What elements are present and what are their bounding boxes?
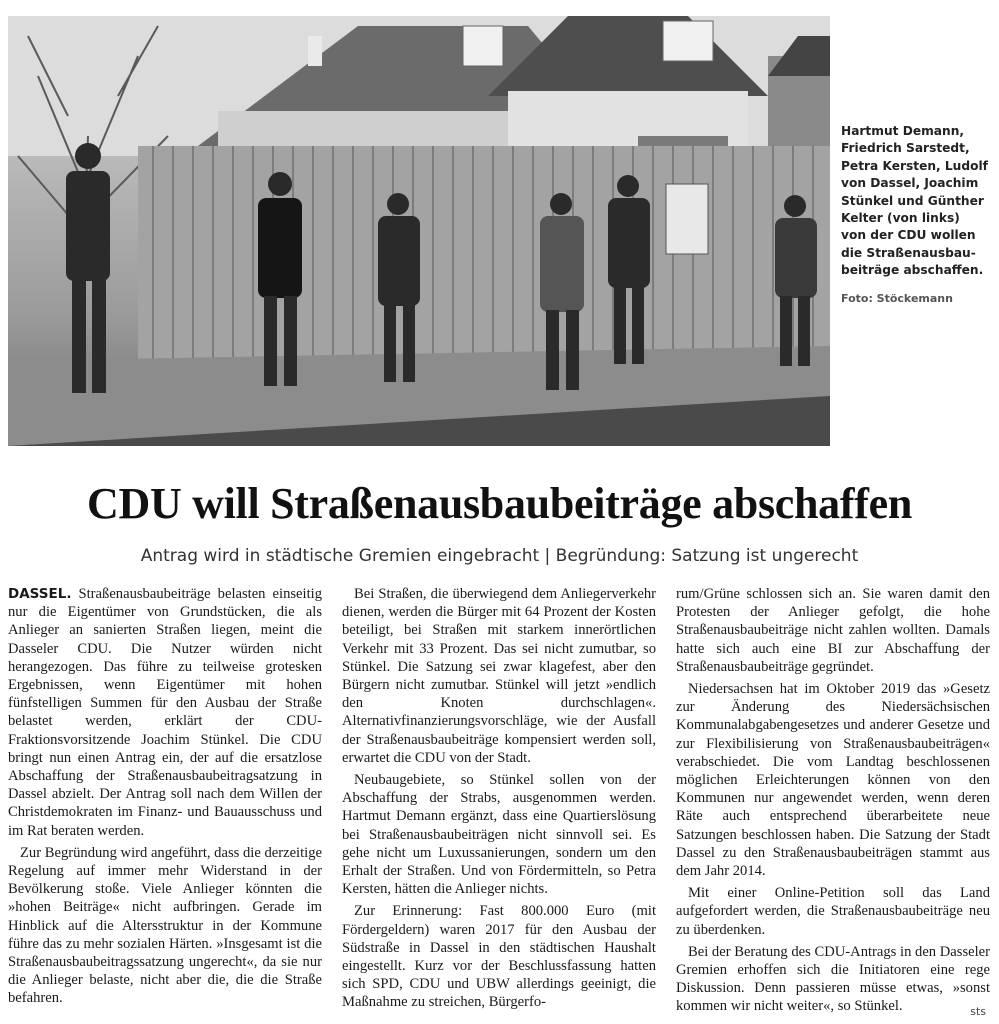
paragraph: [8, 585, 322, 840]
photo-illustration: [8, 16, 830, 446]
paragraph: Niedersachsen hat im Oktober 2019 das »Gesetz zur Änderung des Niedersächsischen Kommunalabgabengesetzes und anderer Gesetze und zur Flexibilisierung von Straßenausbaubeiträgen« verabschiedet. Die vom Landtag beschlossenen möglichen Erleichterungen können von den Kommunen nur angewendet werden, wenn deren Räte auch entsprechend überarbeitete neue Satzungen beschlossen haben. Die Satzung der Stadt Dassel zu den Straßenausbaubeiträgen stammt aus dem Jahr 2014.: [676, 681, 990, 880]
article-column-1: [8, 585, 322, 1008]
caption-text: Hartmut Demann, Friedrich Sarstedt, Petra Kersten, Ludolf von Dassel, Joachim Stünkel und Günther Kelter (von links) von der CDU wollen die Straßenausbau- beiträge abschaffen.: [841, 124, 988, 278]
paragraph: Zur Begründung wird angeführt, dass die derzeitige Regelung auf immer mehr Widerstand in der Bevölkerung stoße. Viele Anlieger könnten die »hohen Beiträge« nicht aufbringen. Gerade im Hinblick auf die Altersstruktur in der Kommune führe das zu mehr sozialen Härten. »Insgesamt ist die Straßenausbaubeitragssatzung ungerecht«, da sie nur die Anlieger belaste, nicht aber die, die die Straße befahren.: [8, 844, 322, 1007]
paragraph: Zur Erinnerung: Fast 800.000 Euro (mit Fördergeldern) waren 2017 für den Ausbau der Südstraße in Dassel in den städtischen Haushalt eingestellt. Kurz vor der Beschlussfassung hatten sich SPD, CDU und UBW allerdings geeinigt, die Maßnahme zu streichen, Bürgerfo-: [342, 903, 656, 1011]
article-column-3: [676, 585, 990, 1016]
author-signature: sts: [970, 1005, 986, 1018]
subheadline: Antrag wird in städtische Gremien eingebracht | Begründung: Satzung ist ungerecht: [140, 546, 859, 566]
photo-credit: Foto: Stöckemann: [841, 291, 953, 305]
paragraph: rum/Grüne schlossen sich an. Sie waren damit den Protesten der Anlieger gefolgt, die hohe Straßenausbaubeiträge nicht zahlen wollten. Damals hatte sich auch eine BI zur Abschaffung der Straßenausbaubeiträge gegründet.: [676, 586, 990, 675]
article-column-2: [342, 585, 656, 1012]
paragraph: Mit einer Online-Petition soll das Land aufgefordert werden, die Straßenausbaubeiträge neu zu überdenken.: [676, 885, 990, 938]
paragraph: Bei der Beratung des CDU-Antrags in den Dasseler Gremien erhoffen sich die Initiatoren eine rege Diskussion. Denn passieren müsse etwas, »sonst kommen wir nicht weiter«, so Stünkel.: [676, 943, 990, 1015]
paragraph-text: Straßenausbaubeiträge belasten einseitig nur die Eigentümer von Grundstücken, die als Anlieger an sanierten Straßen liegen, meint die Dasseler CDU. Die Nutzer würden nicht herangezogen. Das führe zu teilweise grotesken Ergebnissen, wenn Eigentümer mit hohen fünfstelligen Summen für den Ausbau der Straße belastet werden, erklärt der CDU-Fraktionsvorsitzende Joachim Stünkel. Die CDU bringt nun einen Antrag ein, der auf die ersatzlose Abschaffung der Straßenausbaubeitragsatzung in Dassel abzielt. Der Antrag soll nach dem Willen der Christdemokraten im Finanz- und Bauausschuss und im Rat beraten werden.: [8, 586, 322, 839]
headline: CDU will Straßenausbaubeiträge abschaffen: [87, 479, 912, 528]
dateline: DASSEL.: [8, 586, 72, 602]
paragraph: Bei Straßen, die überwiegend dem Anliegerverkehr dienen, werden die Bürger mit 64 Prozent der Kosten beteiligt, bei Straßen mit starkem innerörtlichen Verkehr mit 33 Prozent. Das sei nicht zumutbar, so Stünkel. Die Satzung sei zwar klagefest, aber den Bürgern nicht zumutbar. Stünkel will jetzt »endlich den Knoten durchschlagen«. Alternativfinanzierungsvorschläge, wie der Ausfall der Straßenausbaubeiträge kompensiert werden soll, erwartet die CDU von der Stadt.: [342, 586, 656, 766]
article-body: [8, 585, 992, 1020]
article-photo: [8, 16, 830, 446]
photo-caption: [841, 123, 991, 307]
paragraph: Neubaugebiete, so Stünkel sollen von der Abschaffung der Strabs, ausgenommen werden. Hartmut Demann ergänzt, dass eine Quartierslösung bei Straßenausbaubeiträgen nicht sinnvoll sei. Es gehe nicht um Luxussanierungen, sondern um den Erhalt der Straßen. Und von Fördermitteln, so Petra Kersten, hätten die Anlieger nichts.: [342, 772, 656, 898]
